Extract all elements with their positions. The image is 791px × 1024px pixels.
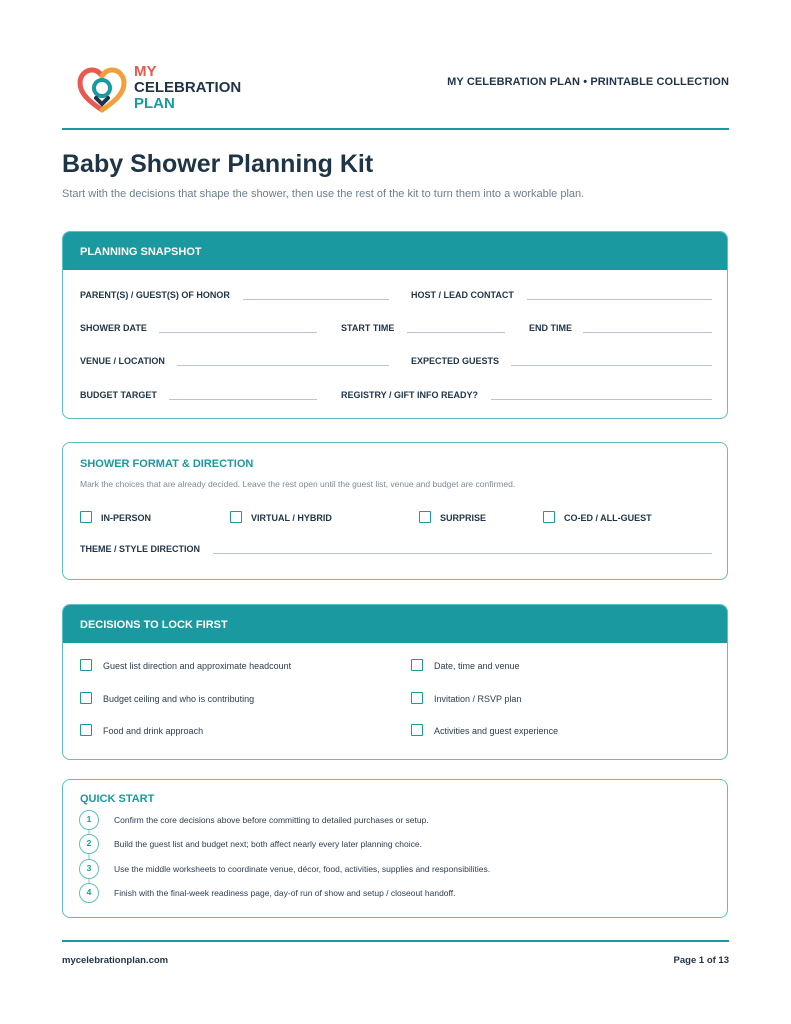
step-text: Build the guest list and budget next; both affect nearly every later planning choice. [114, 839, 422, 849]
decision-label-1: Guest list direction and approximate headcount [103, 661, 292, 671]
expected-guests-label: EXPECTED GUESTS [411, 356, 500, 366]
step-text: Use the middle worksheets to coordinate venue, décor, food, activities, supplies and responsibilities. [114, 864, 491, 874]
decision-checkbox-4[interactable] [411, 692, 423, 704]
start-time-field[interactable] [407, 332, 505, 333]
decision-checkbox-6[interactable] [411, 724, 423, 736]
page-number: Page 1 of 13 [673, 955, 729, 966]
decisions-heading: DECISIONS TO LOCK FIRST [63, 605, 727, 643]
registry-field[interactable] [491, 399, 712, 400]
theme-label: THEME / STYLE DIRECTION [80, 544, 201, 554]
step-text: Confirm the core decisions above before committing to detailed purchases or setup. [114, 815, 429, 825]
end-time-label: END TIME [529, 323, 573, 333]
in-person-label: IN-PERSON [101, 513, 152, 523]
decision-checkbox-1[interactable] [80, 659, 92, 671]
page-header [62, 58, 729, 128]
decision-label-2: Date, time and venue [434, 661, 520, 671]
host-label: HOST / LEAD CONTACT [411, 290, 514, 300]
quick-start-card [62, 779, 728, 918]
virtual-hybrid-label: VIRTUAL / HYBRID [251, 513, 332, 523]
quick-start-heading: QUICK START [80, 793, 155, 805]
decision-label-6: Activities and guest experience [434, 726, 559, 736]
budget-label: BUDGET TARGET [80, 390, 157, 400]
shower-format-note: Mark the choices that are already decided. Leave the rest open until the guest list, venue and budget are confirmed. [80, 479, 516, 489]
logo-line-1: MY [134, 63, 157, 80]
step-number: 4 [79, 883, 99, 903]
decisions-card [62, 604, 728, 760]
shower-date-field[interactable] [159, 332, 317, 333]
expected-guests-field[interactable] [511, 365, 712, 366]
header-divider [62, 128, 729, 130]
shower-date-label: SHOWER DATE [80, 323, 147, 333]
decision-checkbox-3[interactable] [80, 692, 92, 704]
footer-website: mycelebrationplan.com [62, 955, 169, 966]
decision-checkbox-5[interactable] [80, 724, 92, 736]
decision-label-5: Food and drink approach [103, 726, 204, 736]
decision-label-4: Invitation / RSVP plan [434, 694, 522, 704]
start-time-label: START TIME [341, 323, 395, 333]
step-number: 3 [79, 859, 99, 879]
parents-label: PARENT(S) / GUEST(S) OF HONOR [80, 290, 230, 300]
virtual-hybrid-checkbox[interactable] [230, 511, 242, 523]
decision-checkbox-2[interactable] [411, 659, 423, 671]
footer-divider [62, 940, 729, 942]
in-person-checkbox[interactable] [80, 511, 92, 523]
co-ed-label: CO-ED / ALL-GUEST [564, 513, 652, 523]
step-number: 1 [79, 810, 99, 830]
theme-field[interactable] [213, 553, 712, 554]
brand-logo [76, 60, 266, 118]
logo-wordmark [134, 64, 241, 112]
venue-label: VENUE / LOCATION [80, 356, 165, 366]
shower-format-card [62, 442, 728, 580]
step-text: Finish with the final-week readiness page, day-of run of show and setup / closeout handoff. [114, 888, 456, 898]
decision-label-3: Budget ceiling and who is contributing [103, 694, 255, 704]
step-number: 2 [79, 834, 99, 854]
parents-field[interactable] [243, 299, 389, 300]
surprise-checkbox[interactable] [419, 511, 431, 523]
host-field[interactable] [527, 299, 712, 300]
heart-logo-icon [76, 64, 128, 116]
shower-format-heading: SHOWER FORMAT & DIRECTION [80, 458, 254, 470]
surprise-label: SURPRISE [440, 513, 487, 523]
venue-field[interactable] [177, 365, 389, 366]
page-subtitle: Start with the decisions that shape the shower, then use the rest of the kit to turn them into a workable plan. [62, 188, 585, 200]
page-title: Baby Shower Planning Kit [62, 150, 374, 178]
end-time-field[interactable] [583, 332, 712, 333]
registry-label: REGISTRY / GIFT INFO READY? [341, 390, 479, 400]
collection-label: MY CELEBRATION PLAN • PRINTABLE COLLECTION [447, 76, 729, 88]
planning-snapshot-heading: PLANNING SNAPSHOT [63, 232, 727, 270]
co-ed-checkbox[interactable] [543, 511, 555, 523]
logo-line-3: PLAN [134, 95, 175, 112]
planning-snapshot-card [62, 231, 728, 419]
budget-field[interactable] [169, 399, 317, 400]
logo-line-2: CELEBRATION [134, 79, 242, 96]
